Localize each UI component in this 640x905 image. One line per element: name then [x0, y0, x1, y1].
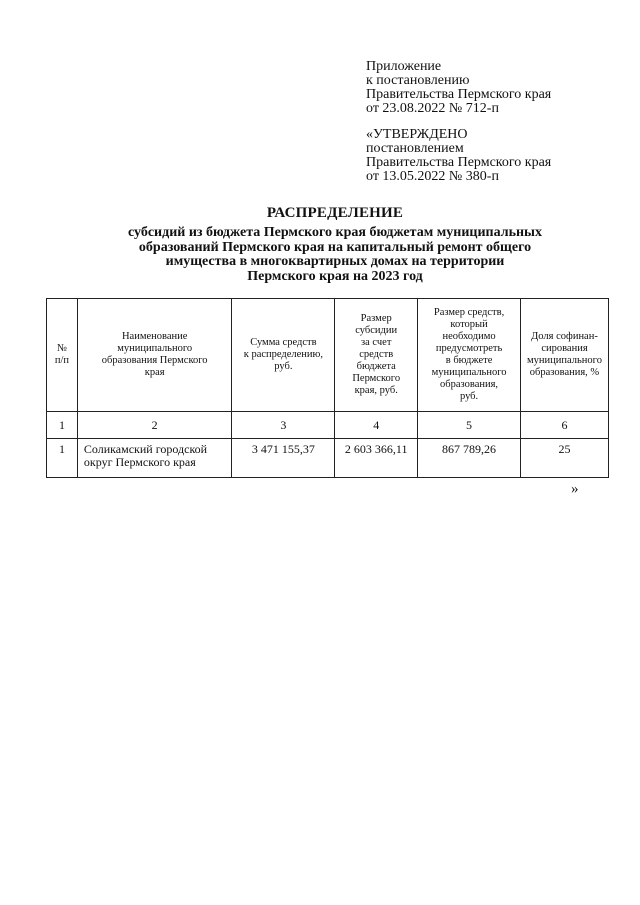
- cofinancing-share: 25: [520, 439, 608, 478]
- column-header: № п/п: [47, 299, 78, 412]
- column-number: 6: [520, 412, 608, 439]
- subtitle-line: имущества в многоквартирных домах на территории: [165, 254, 505, 269]
- column-header: Размер средств, который необходимо предусмотреть в бюджете муниципального образования, руб.: [418, 299, 521, 412]
- column-number: 3: [232, 412, 335, 439]
- approval-line: Правительства Пермского края: [366, 155, 552, 170]
- document-title: РАСПРЕДЕЛЕНИЕ: [266, 205, 404, 221]
- column-number: 2: [77, 412, 232, 439]
- distribution-table: [46, 298, 609, 478]
- table-row: [47, 439, 609, 478]
- column-number: 1: [47, 412, 78, 439]
- table-header-row: [47, 299, 609, 412]
- annex-line: Приложение: [366, 59, 442, 74]
- municipality-name: Соликамский городской округ Пермского края: [77, 439, 232, 478]
- approval-line: постановлением: [366, 141, 464, 156]
- closing-quote-mark: »: [571, 481, 579, 497]
- annex-line: от 23.08.2022 № 712-п: [366, 101, 499, 116]
- approval-block: [366, 128, 551, 184]
- subtitle-line: образований Пермского края на капитальный ремонт общего: [138, 239, 532, 255]
- subtitle-line: Пермского края на 2023 год: [247, 268, 423, 284]
- column-number-row: [47, 412, 609, 439]
- row-number: 1: [47, 439, 78, 478]
- column-header: Сумма средств к распределению, руб.: [232, 299, 335, 412]
- column-number: 5: [418, 412, 521, 439]
- annex-line: Правительства Пермского края: [366, 87, 552, 102]
- approval-line: «УТВЕРЖДЕНО: [366, 127, 468, 142]
- subsidy-amount: 2 603 366,11: [335, 439, 418, 478]
- municipal-amount: 867 789,26: [418, 439, 521, 478]
- annex-block: [366, 60, 551, 116]
- column-header: Доля софинан- сирования муниципального образования, %: [520, 299, 608, 412]
- subtitle-line: субсидий из бюджета Пермского края бюджетам муниципальных: [128, 225, 542, 240]
- column-header: Размер субсидии за счет средств бюджета Пермского края, руб.: [335, 299, 418, 412]
- column-number: 4: [335, 412, 418, 439]
- approval-line: от 13.05.2022 № 380-п: [366, 169, 499, 184]
- document-subtitle: [108, 226, 562, 284]
- column-header: Наименование муниципального образования Пермского края: [77, 299, 232, 412]
- total-amount: 3 471 155,37: [232, 439, 335, 478]
- annex-line: к постановлению: [366, 73, 470, 88]
